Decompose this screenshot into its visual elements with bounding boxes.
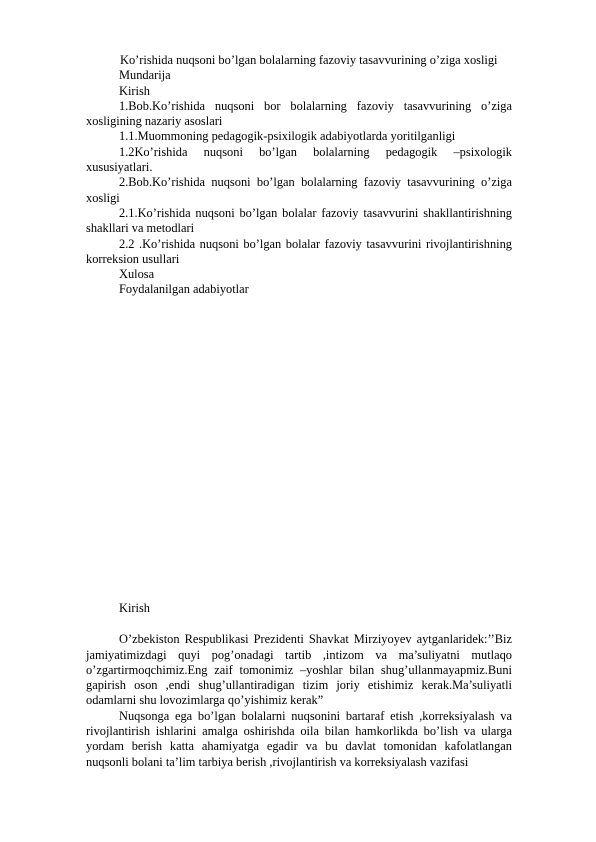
toc-item-intro: Kirish: [119, 83, 150, 98]
intro-section: [86, 601, 512, 770]
toc-block: [86, 53, 512, 298]
toc-item-chapter-2: 2.Bob.Ko’rishida nuqsoni bo’lgan bolalarning fazoviy tasavvurining o’ziga xosligi: [86, 175, 512, 205]
toc-item-2-1: 2.1.Ko’rishida nuqsoni bo’lgan bolalar fazoviy tasavvurini shakllantirishning shakllari va metodlari: [86, 205, 512, 236]
toc-item-references: Foydalanilgan adabiyotlar: [119, 282, 249, 297]
intro-paragraph-1: O’zbekiston Respublikasi Prezidenti Shavkat Mirziyoyev aytganlaridek:’’Biz jamiyatimizdagi quyi pog’onadagi tartib ,intizom va ma’suliyatni mutlaqo o’zgartirmoqchimiz.Eng zaif tomonimiz –yoshlar bilan shug’ullanmayapmiz.Buni gapirish oson ,endi shug’ullantiradigan tizim joriy etishimiz kerak.Ma’suliyatli odamlarni shu lovozimlarga qo’yishimiz kerak”: [86, 632, 512, 708]
toc-item-conclusion: Xulosa: [119, 267, 155, 282]
intro-paragraph-2: Nuqsonga ega bo’lgan bolalarni nuqsonini bartaraf etish ,korreksiyalash va rivojlantirish ishlarini amalga oshirishda oila bilan hamkorlikda bo’lish va ularga yordam berish katta ahamiyatga egadir va bu davlat tomonidan kafolatlangan nuqsonli bolani ta’lim tarbiya berish ,rivojlantirish va korreksiyalash vazifasi: [86, 708, 512, 769]
toc-item-2-2: 2.2 .Ko’rishida nuqsoni bo’lgan bolalar fazoviy tasavvurini rivojlantirishning korreksion usullari: [86, 236, 512, 266]
toc-item-chapter-1: 1.Bob.Ko’rishida nuqsoni bor bolalarning fazoviy tasavvurining o’ziga xosligining nazariy asoslari: [86, 98, 512, 129]
toc-item-1-1: 1.1.Muommoning pedagogik-psixilogik adabiyotlarda yoritilganligi: [119, 129, 456, 144]
document-title: Ko’rishida nuqsoni bo’lgan bolalarning fazoviy tasavvurining o’ziga xosligi: [120, 53, 498, 67]
toc-heading: Mundarija: [119, 68, 171, 83]
section-heading: Kirish: [119, 601, 150, 615]
toc-item-1-2: 1.2Ko’rishida nuqsoni bo’lgan bolalarning pedagogik –psixologik xususiyatlari.: [86, 144, 512, 175]
section-gap: [86, 616, 512, 632]
